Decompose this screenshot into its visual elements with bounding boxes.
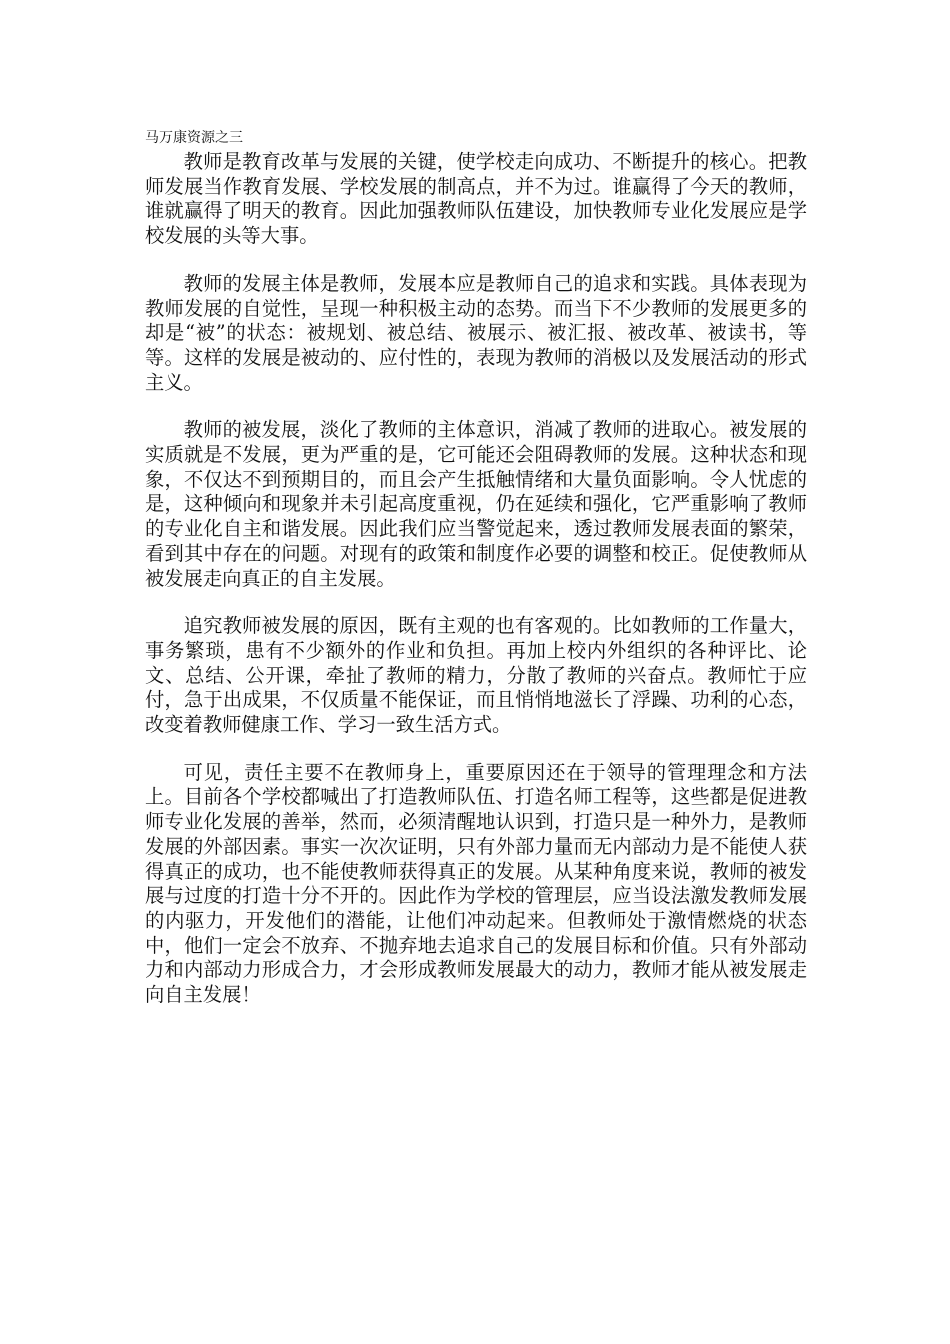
paragraph-2: 教师的发展主体是教师，发展本应是教师自己的追求和实践。具体表现为教师发展的自觉性，呈现一种积极主动的态势。而当下不少教师的发展更多的却是“被”的状态：被规划、被总结、被展示、被汇报、被改革、被读书，等等。这样的发展是被动的、应付性的，表现为教师的消极以及发展活动的形式主义。 xyxy=(145,271,807,394)
document-body xyxy=(145,128,807,1031)
paragraph-3: 教师的被发展，淡化了教师的主体意识，消减了教师的进取心。被发展的实质就是不发展，更为严重的是，它可能还会阻碍教师的发展。这种状态和现象，不仅达不到预期目的，而且会产生抵触情绪和大量负面影响。令人忧虑的是，这种倾向和现象并未引起高度重视，仍在延续和强化，它严重影响了教师的专业化自主和谐发展。因此我们应当警觉起来，透过教师发展表面的繁荣，看到其中存在的问题。对现有的政策和制度作必要的调整和校正。促使教师从被发展走向真正的自主发展。 xyxy=(145,418,807,590)
document-header: 马万康资源之三 xyxy=(145,130,243,146)
paragraph-5: 可见，责任主要不在教师身上，重要原因还在于领导的管理理念和方法上。目前各个学校都喊出了打造教师队伍、打造名师工程等，这些都是促进教师专业化发展的善举，然而，必须清醒地认识到，打造只是一种外力，是教师发展的外部因素。事实一次次证明，只有外部力量而无内部动力是不能使人获得真正的成功，也不能使教师获得真正的发展。从某种角度来说，教师的被发展与过度的打造十分不开的。因此作为学校的管理层，应当设法激发教师发展的内驱力，开发他们的潜能，让他们冲动起来。但教师处于激情燃烧的状态中，他们一定会不放弃、不抛弃地去追求自己的发展目标和价值。只有外部动力和内部动力形成合力，才会形成教师发展最大的动力，教师才能从被发展走向自主发展！ xyxy=(145,760,807,1007)
paragraph-4: 追究教师被发展的原因，既有主观的也有客观的。比如教师的工作量大，事务繁琐，患有不少额外的作业和负担。再加上校内外组织的各种评比、论文、总结、公开课，牵扯了教师的精力，分散了教师的兴奋点。教师忙于应付，急于出成果，不仅质量不能保证，而且悄悄地滋长了浮躁、功利的心态，改变着教师健康工作、学习一致生活方式。 xyxy=(145,614,807,737)
paragraph-1: 教师是教育改革与发展的关键，使学校走向成功、不断提升的核心。把教师发展当作教育发展、学校发展的制高点，并不为过。谁赢得了今天的教师，谁就赢得了明天的教育。因此加强教师队伍建设，加快教师专业化发展应是学校发展的头等大事。 xyxy=(145,150,807,248)
